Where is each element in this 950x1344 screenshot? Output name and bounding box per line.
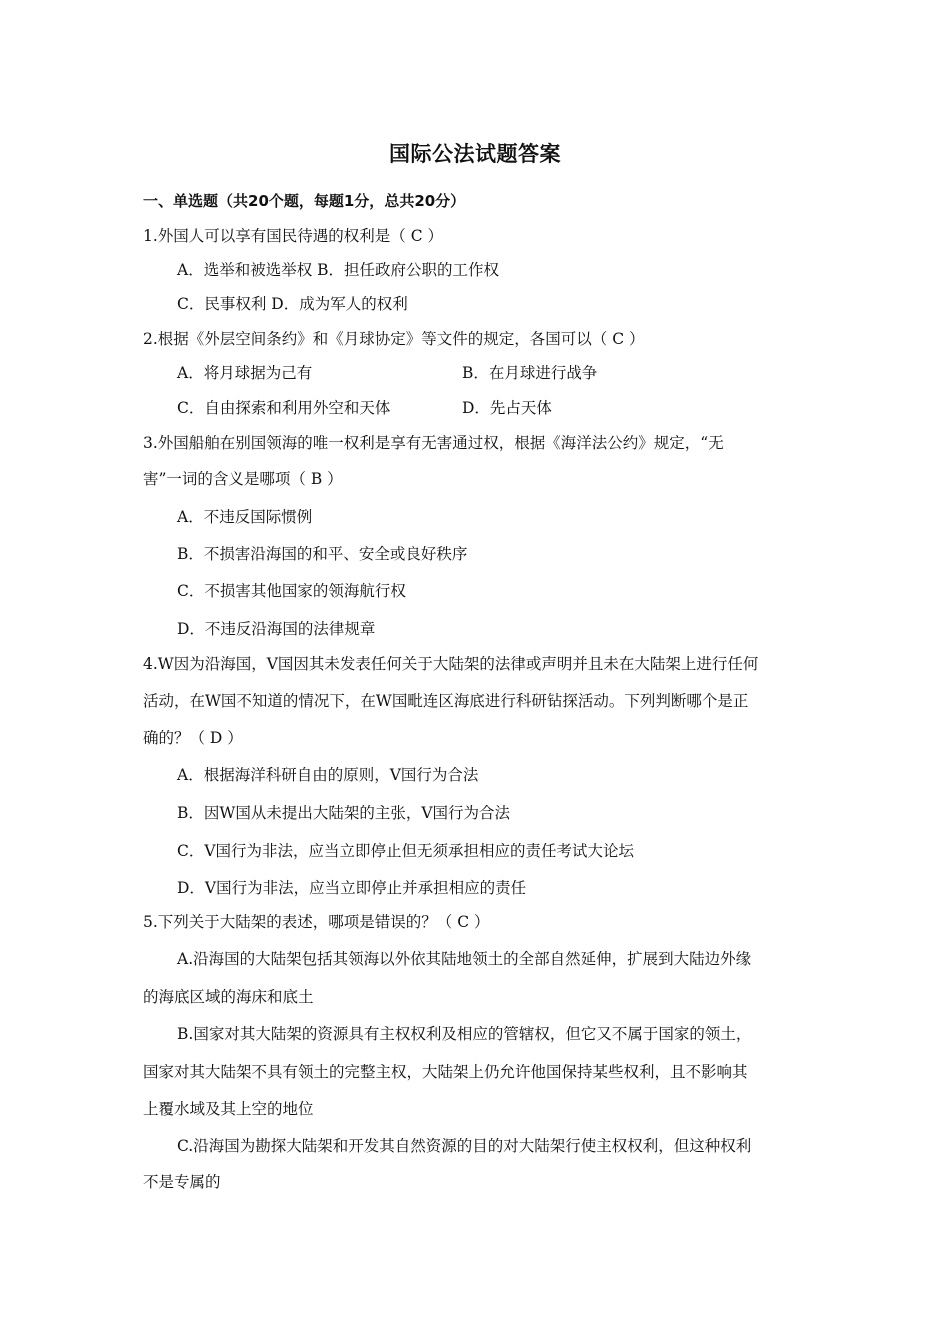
question-4-option-b: B．因W国从未提出大陆架的主张，V国行为合法 [177, 804, 511, 822]
question-1-stem: 1.外国人可以享有国民待遇的权利是（ C ） [143, 227, 444, 245]
question-3-stem-line-2: 害”一词的含义是哪项（ B ） [143, 470, 343, 488]
question-4-option-d: D．V国行为非法，应当立即停止并承担相应的责任 [177, 879, 527, 897]
question-5-option-a-line-2: 的海底区域的海床和底土 [143, 988, 314, 1006]
question-4-option-a: A．根据海洋科研自由的原则，V国行为合法 [177, 766, 479, 784]
question-4-stem-line-3: 确的？（ D ） [143, 729, 243, 747]
question-1-options-cd: C．民事权利 D．成为军人的权利 [177, 295, 408, 313]
page-title: 国际公法试题答案 [389, 142, 561, 166]
question-4-option-c: C．V国行为非法，应当立即停止但无须承担相应的责任考试大论坛 [177, 842, 635, 860]
question-3-option-d: D．不违反沿海国的法律规章 [177, 620, 376, 638]
question-4-stem-line-2: 活动，在W国不知道的情况下，在W国毗连区海底进行科研钻探活动。下列判断哪个是正 [143, 692, 749, 710]
question-2-option-b: B．在月球进行战争 [462, 364, 598, 382]
question-2-option-c: C．自由探索和利用外空和天体 [177, 399, 391, 417]
section-heading: 一、单选题（共20个题，每题1分，总共20分） [143, 192, 466, 210]
question-5-option-b-line-1: B.国家对其大陆架的资源具有主权权利及相应的管辖权，但它又不属于国家的领土， [177, 1025, 752, 1043]
question-1-options-ab: A．选举和被选举权 B．担任政府公职的工作权 [177, 261, 500, 279]
question-2-stem: 2.根据《外层空间条约》和《月球协定》等文件的规定，各国可以（ C ） [143, 330, 645, 348]
question-2-option-a: A．将月球据为己有 [177, 364, 313, 382]
question-3-stem-line-1: 3.外国船舶在别国领海的唯一权利是享有无害通过权，根据《海洋法公约》规定，“无 [143, 434, 724, 452]
question-3-option-b: B．不损害沿海国的和平、安全或良好秩序 [177, 545, 468, 563]
question-2-option-d: D．先占天体 [462, 399, 552, 417]
question-3-option-a: A．不违反国际惯例 [177, 508, 313, 526]
question-5-option-b-line-2: 国家对其大陆架不具有领土的完整主权，大陆架上仍允许他国保持某些权利，且不影响其 [143, 1063, 748, 1081]
question-5-option-a-line-1: A.沿海国的大陆架包括其领海以外依其陆地领土的全部自然延伸，扩展到大陆边外缘 [177, 950, 752, 968]
question-4-stem-line-1: 4.W因为沿海国，V国因其未发表任何关于大陆架的法律或声明并且未在大陆架上进行任何 [143, 655, 759, 673]
question-5-option-b-line-3: 上覆水域及其上空的地位 [143, 1100, 314, 1118]
question-3-option-c: C．不损害其他国家的领海航行权 [177, 582, 406, 600]
question-5-stem: 5.下列关于大陆架的表述，哪项是错误的？（ C ） [143, 913, 490, 931]
question-5-option-c-line-2: 不是专属的 [143, 1173, 221, 1191]
question-5-option-c-line-1: C.沿海国为勘探大陆架和开发其自然资源的目的对大陆架行使主权权利，但这种权利 [177, 1137, 752, 1155]
